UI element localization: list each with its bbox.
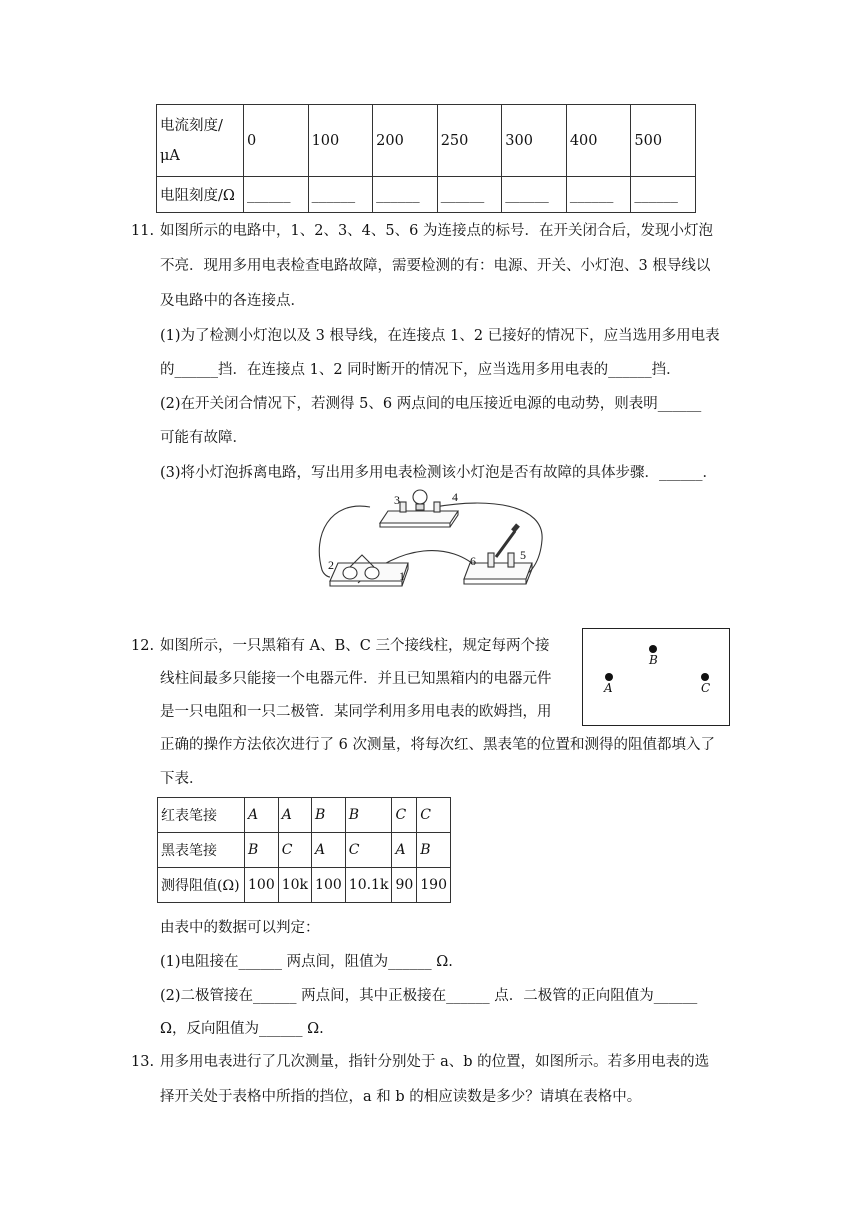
table-cell: 400 (566, 105, 631, 177)
table-cell: B (312, 798, 346, 833)
table-cell: C (345, 833, 392, 868)
table-cell: B (345, 798, 392, 833)
table-cell: 200 (373, 105, 438, 177)
terminal-label-c: C (701, 681, 711, 695)
table-cell: 250 (437, 105, 502, 177)
table-row-header: 电流刻度/μA (157, 105, 244, 177)
table-cell: 190 (417, 868, 451, 903)
q11-text-line: (3)将小灯泡拆离电路，写出用多用电表检测该小灯泡是否有故障的具体步骤．______． (160, 465, 718, 481)
q11-text-line: (2)在开关闭合情况下，若测得 5、6 两点间的电压接近电源的电动势，则表明______ (160, 396, 702, 412)
table-cell: ______ (502, 177, 567, 213)
table-cell: ______ (308, 177, 373, 213)
question-number: 11. (131, 223, 155, 239)
q12-text-line: 线柱间最多只能接一个电器元件．并且已知黑箱内的电器元件 (160, 671, 552, 687)
table-cell: ______ (244, 177, 309, 213)
table-cell: 300 (502, 105, 567, 177)
resistance-scale-table (156, 104, 696, 213)
terminal-dot-c (701, 673, 709, 681)
table-row-header: 红表笔接 (158, 798, 245, 833)
node-label-5: 5 (520, 548, 526, 562)
table-cell: 100 (308, 105, 373, 177)
q11-text-line: 不亮．现用多用电表检查电路故障，需要检测的有：电源、开关、小灯泡、3 根导线以 (160, 258, 711, 274)
circuit-figure (310, 485, 550, 595)
table-cell: 0 (244, 105, 309, 177)
table-cell: C (392, 798, 417, 833)
terminal-dot-b (649, 645, 657, 653)
table-cell: ______ (437, 177, 502, 213)
table-cell: C (278, 833, 311, 868)
table-cell: ______ (373, 177, 438, 213)
table-cell: A (392, 833, 417, 868)
question-number: 13. (131, 1054, 155, 1070)
q11-text-line: 可能有故障． (160, 430, 247, 446)
node-label-6: 6 (470, 554, 476, 568)
table-cell: 100 (312, 868, 346, 903)
q11-text-line: 及电路中的各连接点． (160, 293, 305, 309)
table-cell: A (245, 798, 279, 833)
terminal-label-b: B (649, 653, 658, 667)
q13-text-line: 择开关处于表格中所指的挡位，a 和 b 的相应读数是多少？请填在表格中。 (160, 1089, 642, 1105)
table-row-header: 电阻刻度/Ω (157, 177, 244, 213)
q12-text-line: (1)电阻接在______ 两点间，阻值为______ Ω. (160, 954, 453, 970)
table-cell: 500 (631, 105, 696, 177)
q12-text-line: Ω，反向阻值为______ Ω. (160, 1021, 324, 1037)
table-row-header: 测得阻值(Ω) (158, 868, 245, 903)
q12-text-line: (2)二极管接在______ 两点间，其中正极接在______ 点．二极管的正向阻值为______ (160, 988, 698, 1004)
q12-text-line: 由表中的数据可以判定： (160, 920, 320, 936)
node-label-2: 2 (328, 558, 334, 572)
node-label-3: 3 (394, 493, 400, 507)
table-row-header: 黑表笔接 (158, 833, 245, 868)
table-cell: 90 (392, 868, 417, 903)
table-cell: A (312, 833, 346, 868)
table-cell: 100 (245, 868, 279, 903)
table-cell: ______ (566, 177, 631, 213)
table-cell: 10k (278, 868, 311, 903)
table-cell: 10.1k (345, 868, 392, 903)
q12-text-line: 是一只电阻和一只二极管．某同学利用多用电表的欧姆挡，用 (160, 704, 552, 720)
node-label-1: 1 (399, 569, 405, 583)
question-number: 12. (131, 638, 155, 654)
table-cell: ______ (631, 177, 696, 213)
q13-text-line: 用多用电表进行了几次测量，指针分别处于 a、b 的位置，如图所示。若多用电表的选 (160, 1054, 710, 1070)
table-cell: A (278, 798, 311, 833)
terminal-dot-a (605, 673, 613, 681)
q11-text-line: 的______挡．在连接点 1、2 同时断开的情况下，应当选用多用电表的______挡． (160, 362, 681, 378)
table-cell: B (245, 833, 279, 868)
terminal-label-a: A (604, 681, 613, 695)
q11-text-line: (1)为了检测小灯泡以及 3 根导线，在连接点 1、2 已接好的情况下，应当选用多用电表 (160, 328, 720, 344)
q12-text-line: 如图所示，一只黑箱有 A、B、C 三个接线柱，规定每两个接 (160, 638, 550, 654)
q11-text-line: 如图所示的电路中，1、2、3、4、5、6 为连接点的标号．在开关闭合后，发现小灯泡 (160, 223, 713, 239)
measurement-table (157, 797, 451, 903)
table-cell: C (417, 798, 451, 833)
q12-text-line: 下表． (160, 771, 204, 787)
q12-text-line: 正确的操作方法依次进行了 6 次测量，将每次红、黑表笔的位置和测得的阻值都填入了 (160, 737, 715, 753)
black-box-figure (582, 628, 730, 726)
table-cell: B (417, 833, 451, 868)
node-label-4: 4 (452, 490, 458, 504)
